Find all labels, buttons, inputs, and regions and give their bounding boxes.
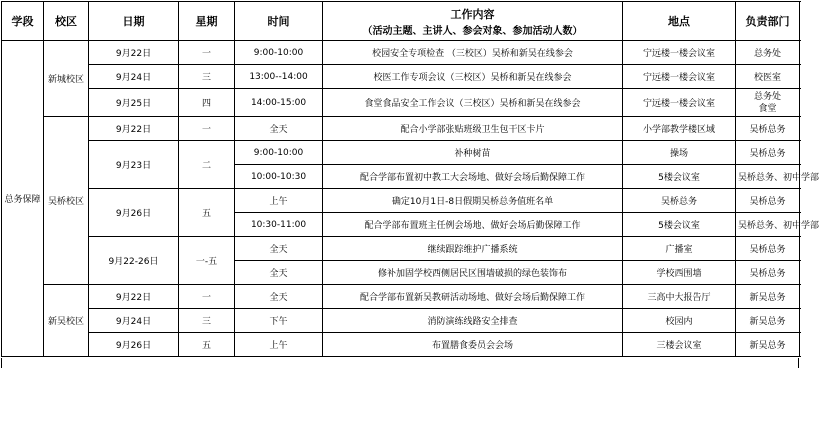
location-cell: 宁远楼一楼会议室	[623, 41, 736, 65]
dept-cell: 吴桥总务	[736, 117, 800, 141]
table-row	[2, 65, 800, 89]
date-cell: 9月23日	[89, 141, 179, 189]
header-content-title: 工作内容	[450, 7, 495, 21]
date-cell: 9月24日	[89, 309, 179, 333]
header-time: 时间	[235, 2, 323, 41]
table-row	[2, 117, 800, 141]
weekday-cell: 一	[179, 285, 235, 309]
time-cell: 10:00-10:30	[235, 165, 323, 189]
content-cell: 校医工作专项会议（三校区）吴桥和新吴在线参会	[323, 65, 623, 89]
content-cell: 配合学部布置初中教工大会场地、做好会场后勤保障工作	[323, 165, 623, 189]
date-cell: 9月26日	[89, 333, 179, 357]
schedule-table	[1, 1, 819, 357]
time-cell: 10:30-11:00	[235, 213, 323, 237]
dept-cell: 吴桥总务	[736, 189, 800, 213]
table-row	[2, 189, 800, 213]
dept-cell	[736, 89, 800, 117]
time-cell: 上午	[235, 333, 323, 357]
table-row	[2, 89, 800, 117]
time-cell: 全天	[235, 285, 323, 309]
header-dept: 负责部门	[736, 2, 800, 41]
content-cell: 配合学部布置班主任例会场地、做好会场后勤保障工作	[323, 213, 623, 237]
location-cell: 广播室	[623, 237, 736, 261]
weekday-cell: 二	[179, 141, 235, 189]
location-cell: 5楼会议室	[623, 213, 736, 237]
section-cell: 总务保障	[2, 41, 44, 357]
location-cell: 宁远楼一楼会议室	[623, 65, 736, 89]
time-cell: 下午	[235, 309, 323, 333]
dept-line: 食堂	[758, 103, 777, 114]
dept-cell: 新吴总务	[736, 285, 800, 309]
location-cell: 吴桥总务	[623, 189, 736, 213]
table-continuation	[1, 358, 799, 368]
content-cell: 继续跟踪维护广播系统	[323, 237, 623, 261]
dept-cell: 新吴总务	[736, 333, 800, 357]
header-campus: 校区	[44, 2, 89, 41]
date-cell: 9月25日	[89, 89, 179, 117]
time-cell: 全天	[235, 117, 323, 141]
content-cell: 配合小学部张贴班级卫生包干区卡片	[323, 117, 623, 141]
time-cell: 13:00--14:00	[235, 65, 323, 89]
time-cell: 上午	[235, 189, 323, 213]
campus-cell-xinwu: 新吴校区	[44, 285, 89, 357]
location-cell: 小学部教学楼区域	[623, 117, 736, 141]
header-section: 学段	[2, 2, 44, 41]
time-cell: 全天	[235, 261, 323, 285]
weekday-cell: 三	[179, 65, 235, 89]
dept-cell: 吴桥总务	[736, 237, 800, 261]
table-row	[2, 333, 800, 357]
time-cell: 14:00-15:00	[235, 89, 323, 117]
location-cell: 操场	[623, 141, 736, 165]
campus-cell-wuqiao: 吴桥校区	[44, 117, 89, 285]
header-row	[2, 2, 800, 41]
dept-cell: 吴桥总务	[736, 261, 800, 285]
content-cell: 修补加固学校西侧居民区围墙破损的绿色装饰布	[323, 261, 623, 285]
time-cell: 9:00-10:00	[235, 41, 323, 65]
content-cell: 食堂食品安全工作会议（三校区）吴桥和新吴在线参会	[323, 89, 623, 117]
date-cell: 9月24日	[89, 65, 179, 89]
weekday-cell: 一	[179, 117, 235, 141]
weekday-cell: 四	[179, 89, 235, 117]
date-cell: 9月22-26日	[89, 237, 179, 285]
location-cell: 宁远楼一楼会议室	[623, 89, 736, 117]
dept-cell: 吴桥总务、初中学部	[736, 213, 800, 237]
dept-line: 总务处	[753, 91, 781, 102]
header-location: 地点	[623, 2, 736, 41]
time-cell: 9:00-10:00	[235, 141, 323, 165]
location-cell: 三高中大报告厅	[623, 285, 736, 309]
content-cell: 消防演练线路安全排查	[323, 309, 623, 333]
location-cell: 校园内	[623, 309, 736, 333]
dept-cell: 吴桥总务	[736, 141, 800, 165]
dept-cell: 校医室	[736, 65, 800, 89]
time-cell: 全天	[235, 237, 323, 261]
dept-cell: 总务处	[736, 41, 800, 65]
weekday-cell: 一	[179, 41, 235, 65]
header-weekday: 星期	[179, 2, 235, 41]
weekday-cell: 三	[179, 309, 235, 333]
date-cell: 9月22日	[89, 41, 179, 65]
weekday-cell: 五	[179, 333, 235, 357]
weekday-cell: 五	[179, 189, 235, 237]
table-row	[2, 309, 800, 333]
weekday-cell: 一-五	[179, 237, 235, 285]
location-cell: 5楼会议室	[623, 165, 736, 189]
location-cell: 三楼会议室	[623, 333, 736, 357]
date-cell: 9月22日	[89, 117, 179, 141]
header-content	[323, 2, 623, 41]
date-cell: 9月22日	[89, 285, 179, 309]
dept-cell: 吴桥总务、初中学部	[736, 165, 800, 189]
content-cell: 确定10月1日-8日假期吴桥总务值班名单	[323, 189, 623, 213]
dept-cell: 新吴总务	[736, 309, 800, 333]
date-cell: 9月26日	[89, 189, 179, 237]
table-row	[2, 141, 800, 165]
content-cell: 校园安全专项检查 （三校区）吴桥和新吴在线参会	[323, 41, 623, 65]
table-row	[2, 237, 800, 261]
content-cell: 布置膳食委员会会场	[323, 333, 623, 357]
content-cell: 配合学部布置新吴教研活动场地、做好会场后勤保障工作	[323, 285, 623, 309]
table-row	[2, 285, 800, 309]
location-cell: 学校西围墙	[623, 261, 736, 285]
header-content-sub: （活动主题、主讲人、参会对象、参加活动人数）	[362, 25, 583, 37]
campus-cell-xincheng: 新城校区	[44, 41, 89, 117]
content-cell: 补种树苗	[323, 141, 623, 165]
header-date: 日期	[89, 2, 179, 41]
table-row	[2, 41, 800, 65]
